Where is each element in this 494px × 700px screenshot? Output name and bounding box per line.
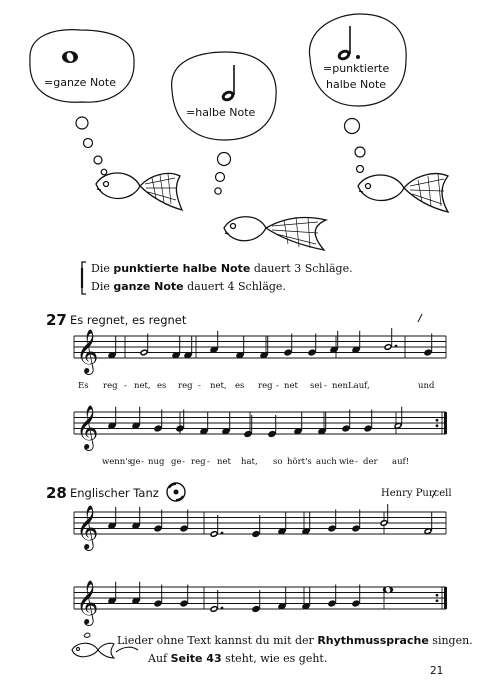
thought-bubble-half [172,52,277,194]
quarter-note [277,512,287,535]
lyric-syllable: - [182,457,185,467]
quarter-note [199,412,209,435]
quarter-note [131,582,141,605]
fish-icon [224,217,326,250]
music-staff [74,580,447,626]
half-note [139,334,149,357]
fish-icon [358,174,448,212]
lyric-syllable: wenn's [102,457,132,467]
quarter-note [277,587,287,610]
quarter-note [221,412,231,435]
quarter-note [307,334,317,357]
quarter-note [301,587,311,610]
quarter-note [209,331,219,354]
fish-icon [96,173,182,210]
song-title: Englischer Tanz [70,486,159,500]
breath-mark [418,314,422,322]
quarter-note [171,336,181,359]
quarter-note [327,585,337,608]
half-note [393,407,403,430]
quarter-note [423,334,433,357]
quarter-note [301,512,311,535]
quarter-note [363,410,373,433]
lyric-syllable: auf! [392,457,410,467]
treble-clef-icon: 𝄞 [76,505,99,549]
lyric-syllable: reg [178,381,193,391]
quarter-note [317,412,327,435]
lyric-syllable: - [324,381,327,391]
page-number: 21 [430,665,444,677]
thought-bubble-dotted-half [309,14,406,173]
lyric-syllable: hat, [241,457,258,467]
quarter-note [267,415,277,438]
quarter-note [153,510,163,533]
dotted-half-label-line1: =punktierte [323,62,390,75]
info-line-1: Die punktierte halbe Note dauert 3 Schläge. [91,262,353,275]
dotted-half-note [209,590,223,613]
quarter-note [329,331,339,354]
half-note [423,512,433,535]
lyric-syllable: hört's [287,457,312,467]
thought-bubble-whole [30,30,134,175]
quarter-note [183,336,193,359]
quarter-note [351,510,361,533]
lyric-syllable: so [273,457,283,467]
lyric-syllable: ge [171,457,182,467]
quarter-note [131,507,141,530]
quarter-note [153,585,163,608]
dotted-half-label-line2: halbe Note [326,78,387,91]
lyric-syllable: - [141,457,144,467]
song-title: Es regnet, es regnet [70,313,187,327]
quarter-note [251,515,261,538]
quarter-note [327,510,337,533]
lyric-syllable: nen [332,381,348,391]
lyric-syllable: net, [210,381,227,391]
quarter-note [283,334,293,357]
treble-clef-icon: 𝄞 [76,580,99,624]
lyric-syllable: sei [310,381,323,391]
lyric-syllable: auch [316,457,337,467]
lyric-syllable: net [217,457,231,467]
cd-icon [167,483,185,501]
dotted-half-note [383,328,397,351]
quarter-note [351,585,361,608]
lyric-syllable: reg [191,457,206,467]
lyric-syllable: ge [130,457,141,467]
footer-line-2: Auf Seite 43 steht, wie es geht. [148,652,328,665]
lyric-syllable: - [198,381,201,391]
quarter-note [235,336,245,359]
lyric-syllable: wie [339,457,355,467]
lyric-syllable: - [276,381,279,391]
half-note-label: =halbe Note [186,106,256,119]
quarter-note [153,410,163,433]
treble-clef-icon: 𝄞 [76,329,99,373]
lyric-syllable: Es [78,381,89,391]
quarter-note [107,336,117,359]
lyric-syllable: und [418,381,435,391]
info-line-2: Die ganze Note dauert 4 Schläge. [91,280,286,293]
quarter-note [107,407,117,430]
lyric-syllable: - [355,457,358,467]
quarter-note [107,582,117,605]
lyric-syllable: reg [258,381,273,391]
lyric-syllable: Lauf, [348,381,370,391]
lyric-syllable: reg [103,381,118,391]
quarter-note [131,407,141,430]
lyric-syllable: - [207,457,210,467]
lyric-syllable: es [157,381,167,391]
lyric-syllable: der [363,457,378,467]
quarter-note [179,585,189,608]
quarter-note [351,331,361,354]
treble-clef-icon: 𝄞 [76,405,99,449]
lyric-syllable: net [284,381,298,391]
quarter-note [107,507,117,530]
lyric-syllable: net, [134,381,151,391]
lyric-syllable: es [235,381,245,391]
music-staff [74,405,447,451]
lyric-syllable: - [124,381,127,391]
quarter-note [179,510,189,533]
footer-line-1: Lieder ohne Text kannst du mit der Rhythmussprache singen. [117,634,473,647]
song-number: 28 [46,484,67,502]
whole-note-icon [62,51,78,63]
dotted-half-note [209,515,223,538]
whole-note [383,586,393,593]
whole-note-label: =ganze Note [44,76,116,89]
song-number: 27 [46,311,67,329]
quarter-note [341,410,351,433]
dotted-half-note-icon [336,26,360,62]
quarter-note [251,590,261,613]
quarter-note [259,336,269,359]
half-note-icon [220,65,236,103]
composer: Henry Purcell [381,488,452,499]
quarter-note [243,415,253,438]
lyric-syllable: nug [148,457,165,467]
quarter-note [293,412,303,435]
